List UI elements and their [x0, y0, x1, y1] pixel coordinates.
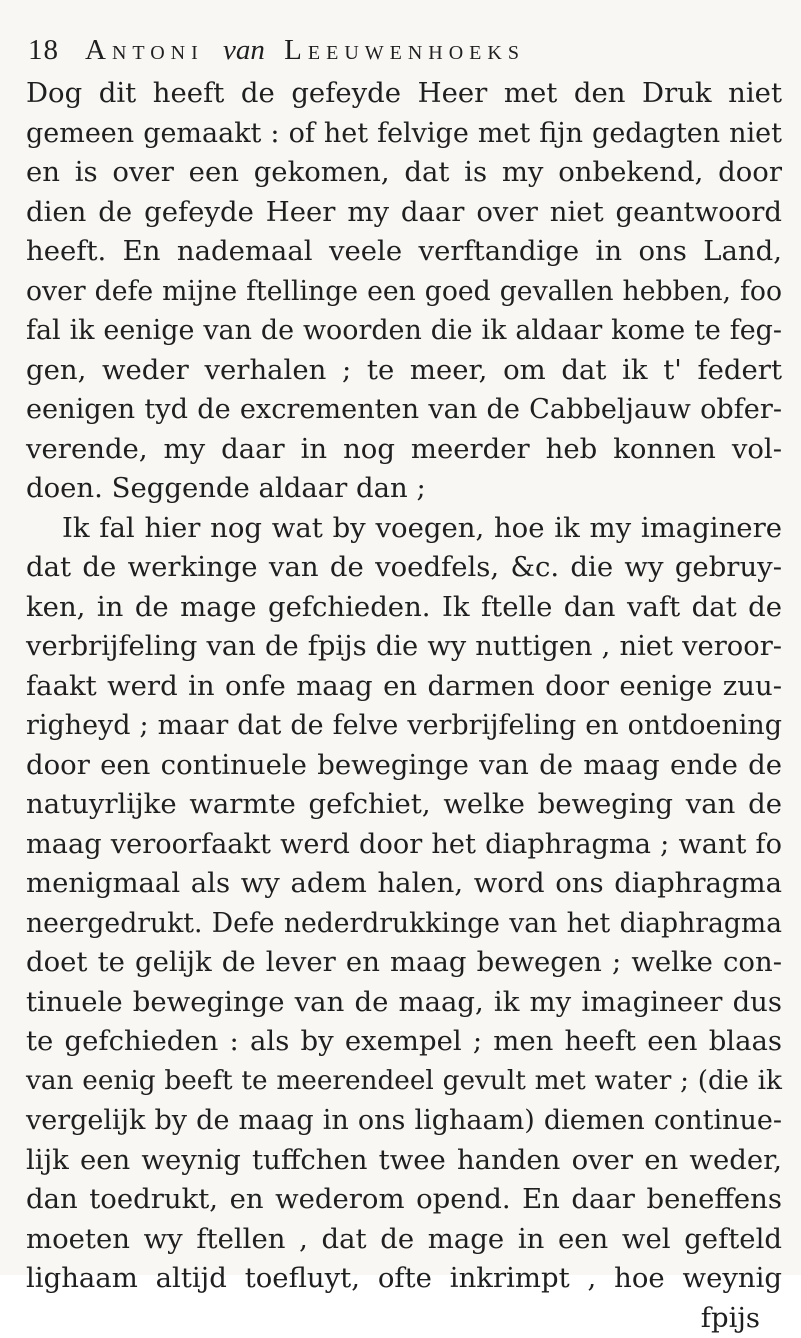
text-line: neergedrukt. Defe nederdrukkinge van het diaphragma — [26, 904, 782, 944]
running-head — [28, 34, 761, 74]
text-line: heeft. En nademaal veele verftandige in ons Land, — [26, 232, 782, 272]
text-line: verende, my daar in nog meerder heb konnen vol- — [26, 430, 782, 470]
text-line: gen, weder verhalen ; te meer, om dat ik t' federt — [26, 351, 782, 391]
text-line: van eenig beeft te meerendeel gevult met water ; (die ik — [26, 1062, 782, 1102]
running-title — [85, 34, 525, 67]
text-line: tinuele beweginge van de maag, ik my imagineer dus — [26, 983, 782, 1023]
text-line: en is over een gekomen, dat is my onbekend, door — [26, 153, 782, 193]
text-line: dien de gefeyde Heer my daar over niet geantwoord — [26, 193, 782, 233]
text-line: verbrijfeling van de fpijs die wy nuttigen , niet veroor- — [26, 627, 782, 667]
text-line: ken, in de mage gefchieden. Ik ftelle dan vaft dat de — [26, 588, 782, 628]
text-line: lighaam altijd toefluyt, ofte inkrimpt , hoe weynig — [26, 1259, 782, 1299]
text-line: dat de werkinge van de voedfels, &c. die wy gebruy- — [26, 548, 782, 588]
text-line: natuyrlijke warmte gefchiet, welke beweging van de — [26, 785, 782, 825]
text-line: eenigen tyd de excrementen van de Cabbeljauw obfer- — [26, 390, 782, 430]
running-title-first: Antoni — [85, 34, 204, 66]
text-line: vergelijk by de maag in ons lighaam) diemen continue- — [26, 1101, 782, 1141]
text-line: fal ik eenige van de woorden die ik aldaar kome te feg- — [26, 311, 782, 351]
page-number: 18 — [28, 34, 59, 67]
text-line: over defe mijne ftellinge een goed gevallen hebben, foo — [26, 272, 782, 312]
body-text — [26, 74, 782, 1338]
text-line: dan toedrukt, en wederom opend. En daar beneffens — [26, 1180, 782, 1220]
text-line: menigmaal als wy adem halen, word ons diaphragma — [26, 864, 782, 904]
text-line: doen. Seggende aldaar dan ; — [26, 469, 782, 509]
text-line: lijk een weynig tuffchen twee handen over en weder, — [26, 1141, 782, 1181]
text-line: gemeen gemaakt : of het felvige met fijn gedagten niet — [26, 114, 782, 154]
text-line: Dog dit heeft de gefeyde Heer met den Druk niet — [26, 74, 782, 114]
text-line: te gefchieden : als by exempel ; men heeft een blaas — [26, 1022, 782, 1062]
text-line: maag veroorfaakt werd door het diaphragma ; want fo — [26, 825, 782, 865]
text-line: faakt werd in onfe maag en darmen door eenige zuu- — [26, 667, 782, 707]
running-title-van: van — [223, 34, 265, 66]
text-line: Ik fal hier nog wat by voegen, hoe ik my imaginere — [26, 509, 782, 549]
text-line: righeyd ; maar dat de felve verbrijfeling en ontdoening — [26, 706, 782, 746]
running-title-last: Leeuwenhoeks — [284, 34, 525, 66]
text-line: doet te gelijk de lever en maag bewegen ; welke con- — [26, 943, 782, 983]
text-line: moeten wy ftellen , dat de mage in een wel gefteld — [26, 1220, 782, 1260]
text-line: door een continuele beweginge van de maag ende de — [26, 746, 782, 786]
catchword: fpijs — [26, 1299, 782, 1338]
